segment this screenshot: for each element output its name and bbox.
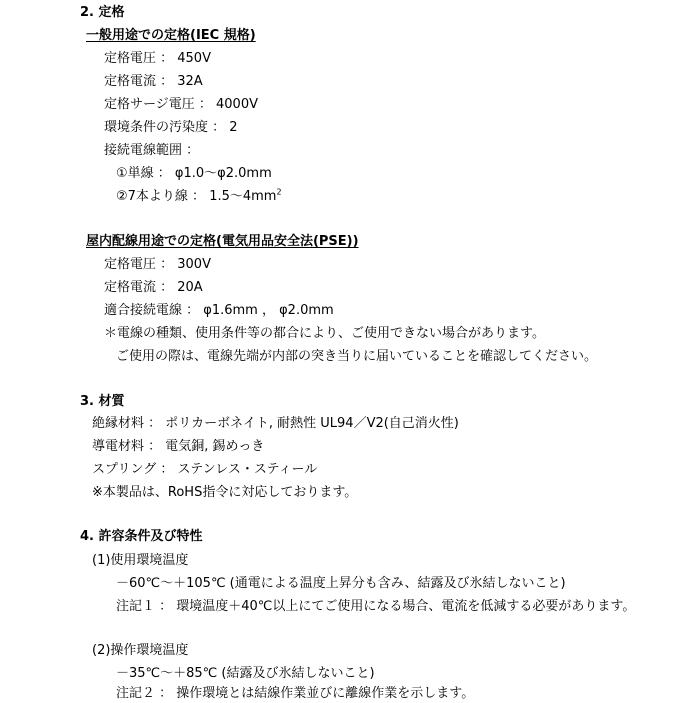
rohs-note: ※本製品は、RoHS指令に対応しております。 [92, 485, 358, 500]
iec-stranded-wire [116, 188, 282, 206]
pse-note-1: ＊電線の種類、使用条件等の都合により、ご使用できない場合があります。 [104, 326, 545, 341]
iec-stranded-wire-superscript: 2 [276, 187, 282, 197]
iec-wire-range-label: 接続電線範囲 ： [104, 143, 200, 158]
env-temp-title: (1)使用環境温度 [92, 553, 189, 568]
iec-rated-current: 定格電流 ： 32A [104, 74, 203, 89]
pse-compatible-wire: 適合接続電線 ： φ1.6mm ， φ2.0mm [104, 303, 334, 318]
section-4-heading: 4. 許容条件及び特性 [80, 529, 203, 544]
iec-rated-surge-voltage: 定格サージ電圧 ： 4000V [104, 97, 258, 112]
pse-rated-voltage: 定格電圧 ： 300V [104, 257, 211, 272]
insulation-material: 絶縁材料 ： ポリカーボネイト, 耐熱性 UL94／V2(自己消火性) [92, 416, 459, 431]
conductor-material: 導電材料 ： 電気銅, 錫めっき [92, 439, 265, 454]
pse-rating-title: 屋内配線用途での定格(電気用品安全法(PSE)) [86, 234, 359, 249]
iec-stranded-wire-text: ②7本より線 ： 1.5～4mm [116, 189, 277, 204]
env-temp-note: 注記１ ： 環境温度＋40℃以上にてご使用になる場合、電流を低減する必要があります。 [116, 599, 636, 614]
section-2-heading: 2. 定格 [80, 5, 125, 20]
op-temp-title: (2)操作環境温度 [92, 643, 189, 658]
pse-rated-current: 定格電流 ： 20A [104, 280, 203, 295]
pse-note-2: ご使用の際は、電線先端が内部の突き当りに届いていることを確認してください。 [116, 349, 598, 364]
iec-pollution-degree: 環境条件の汚染度 ： 2 [104, 120, 238, 135]
iec-rating-title: 一般用途での定格(IEC 規格) [86, 28, 256, 43]
iec-rated-voltage: 定格電圧 ： 450V [104, 51, 211, 66]
iec-solid-wire: ①単線 ： φ1.0～φ2.0mm [116, 166, 272, 181]
op-temp-note: 注記２ ： 操作環境とは結線作業並びに離線作業を示します。 [116, 686, 475, 701]
spring-material: スプリング ： ステンレス・スティール [92, 462, 318, 477]
op-temp-range: －35℃～＋85℃ (結露及び氷結しないこと) [116, 666, 375, 681]
env-temp-range: －60℃～＋105℃ (通電による温度上昇分も含み、結露及び氷結しないこと) [116, 576, 566, 591]
section-3-heading: 3. 材質 [80, 394, 125, 409]
